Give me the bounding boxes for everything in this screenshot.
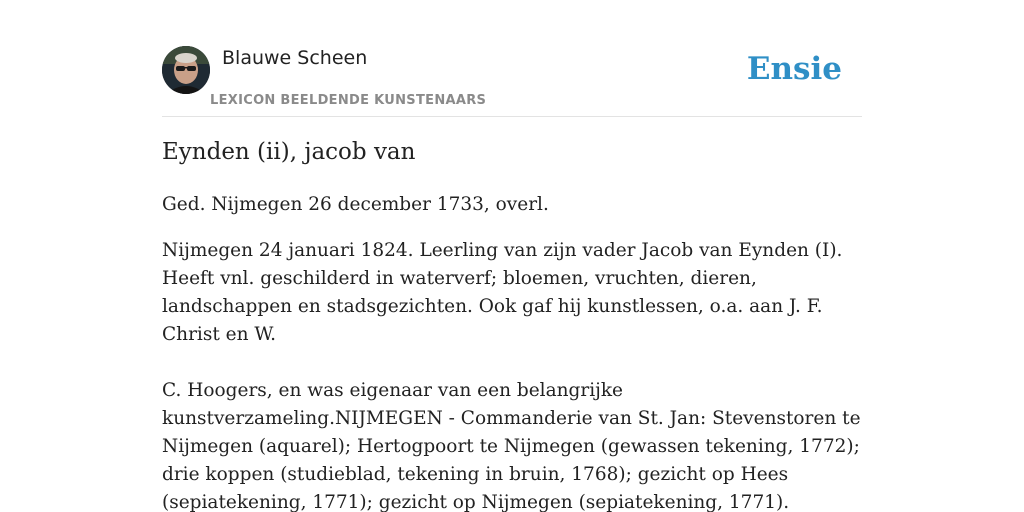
paragraph: Nijmegen 24 januari 1824. Leerling van zijn vader Jacob van Eynden (I). Heeft vnl. geschilderd in waterverf; bloemen, vruchten, dieren, landschappen en stadsgezichten. Ook gaf hij kunstlessen, o.a. aan J. F. Christ en W. (162, 240, 843, 345)
paragraph: C. Hoogers, en was eigenaar van een belangrijke kunstverzameling.NIJMEGEN - Commanderie van St. Jan: Stevenstoren te Nijmegen (aquarel); Hertogpoort te Nijmegen (gewassen tekening, 1772); drie koppen (studieblad, tekening in bruin, 1768); gezicht op Hees (sepiatekening, 1771); gezicht op Nijmegen (sepiatekening, 1771). (162, 380, 861, 512)
author-name[interactable]: Blauwe Scheen (222, 47, 368, 69)
brand-logo[interactable]: Ensie (746, 51, 842, 87)
section-label[interactable]: LEXICON BEELDENDE KUNSTENAARS (210, 93, 487, 108)
avatar[interactable] (162, 46, 210, 94)
header (162, 46, 862, 117)
article-body (162, 191, 864, 512)
author-photo (162, 46, 210, 94)
paragraph: Ged. Nijmegen 26 december 1733, overl. (162, 194, 549, 215)
page-title: Eynden (ii), jacob van (162, 139, 416, 165)
